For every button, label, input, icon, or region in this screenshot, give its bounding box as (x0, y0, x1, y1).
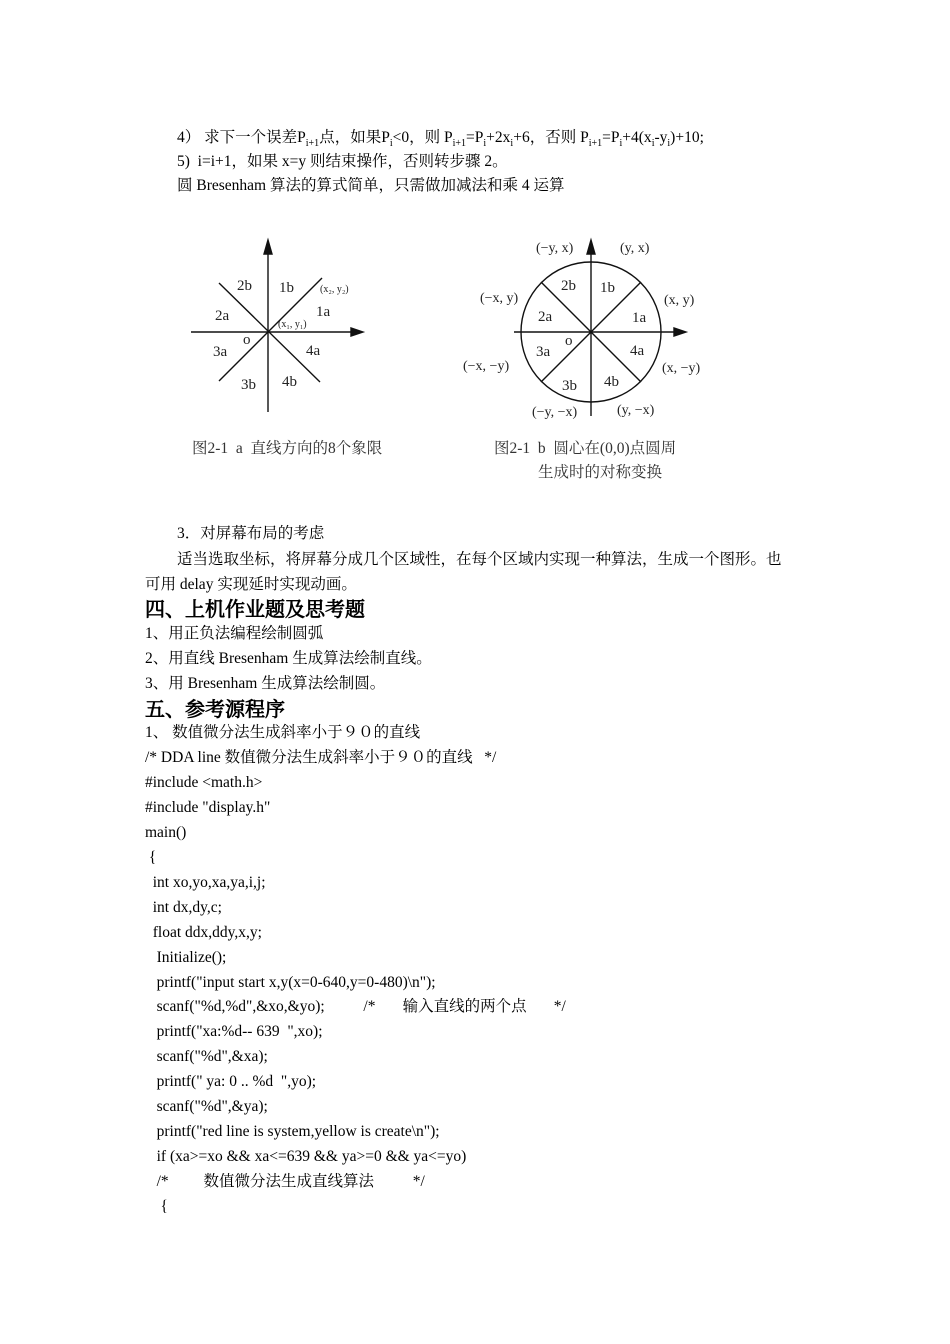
step-4-text: +2x (486, 129, 511, 146)
label-2a: 2a (538, 309, 553, 325)
label-2a: 2a (215, 308, 230, 324)
step-4-text: <0，则 P (392, 129, 453, 146)
subscript: i+1 (305, 138, 320, 150)
code-line: scanf("%d,%d",&xo,&yo); /* 输入直线的两个点 */ (145, 998, 566, 1015)
figure-b-caption-line2: 生成时的对称变换 (538, 464, 663, 481)
step-4 (177, 128, 704, 154)
subscript: i (510, 138, 514, 150)
label-neg-y-neg-x: (−y, −x) (532, 405, 578, 420)
section-3-para-line2: 可用 delay 实现延时实现动画。 (145, 576, 357, 593)
subscript: i (389, 138, 393, 150)
x-axis-arrow (351, 328, 363, 336)
section-5-item-1: 1、 数值微分法生成斜率小于９０的直线 (145, 724, 421, 741)
code-line: if (xa>=xo && xa<=639 && ya>=0 && ya<=yo) (145, 1148, 467, 1165)
figure-a-diagram (185, 236, 385, 416)
figure-b-caption-line1: 图2-1 b 圆心在(0,0)点圆周 (494, 440, 677, 457)
label-neg-x-neg-y: (−x, −y) (463, 359, 510, 374)
code-line: printf("xa:%d-- 639 ",xo); (145, 1023, 323, 1040)
subscript: i (667, 138, 671, 150)
step-4-text: +4(x (622, 129, 652, 146)
label-x-neg-y: (x, −y) (662, 361, 701, 376)
x-axis-arrow (674, 328, 686, 336)
figure-b-diagram (460, 236, 720, 426)
section-3-para-line1: 适当选取坐标，将屏幕分成几个区域性，在每个区域内实现一种算法，生成一个图形。也 (177, 551, 782, 568)
code-line: int dx,dy,c; (145, 899, 222, 916)
code-line: scanf("%d",&xa); (145, 1048, 268, 1065)
code-line: #include <math.h> (145, 774, 263, 791)
label-4b: 4b (282, 374, 297, 390)
origin-label: o (243, 332, 251, 348)
label-3b: 3b (241, 377, 256, 393)
label-y-x: (y, x) (620, 241, 650, 256)
section-4-item: 1、用正负法编程绘制圆弧 (145, 625, 324, 642)
summary-text: 圆 Bresenham 算法的算式简单，只需做加减法和乘 4 运算 (177, 177, 565, 194)
y-axis-arrow (264, 240, 272, 254)
code-line: main() (145, 824, 187, 841)
step-5: 5) i=i+1，如果 x=y 则结束操作，否则转步骤 2。 (177, 153, 508, 170)
y-axis-arrow (587, 240, 595, 254)
label-4a: 4a (306, 343, 321, 359)
subscript: i (483, 138, 487, 150)
label-1a: 1a (632, 310, 647, 326)
step-4-text: )+10; (670, 129, 704, 146)
label-3b: 3b (562, 378, 577, 394)
step-4-number: 4） (177, 129, 201, 146)
label-2b: 2b (237, 278, 252, 294)
code-line: { (145, 1198, 168, 1215)
figure-a-caption: 图2-1 a 直线方向的8个象限 (192, 440, 383, 457)
code-line: printf(" ya: 0 .. %d ",yo); (145, 1073, 317, 1090)
subscript: i (651, 138, 655, 150)
label-2b: 2b (561, 278, 576, 294)
step-4-text: -y (654, 129, 668, 146)
code-line: printf("input start x,y(x=0-640,y=0-480)\n"); (145, 974, 436, 991)
origin-label: o (565, 333, 573, 349)
subscript: i+1 (588, 138, 603, 150)
label-4b: 4b (604, 374, 619, 390)
step-4-text: 求下一个误差P (204, 129, 306, 146)
label-y-neg-x: (y, −x) (617, 403, 655, 418)
section-4-item: 2、用直线 Bresenham 生成算法绘制直线。 (145, 650, 432, 667)
label-1b: 1b (279, 280, 294, 296)
step-4-text: 点，如果P (319, 129, 390, 146)
code-line: scanf("%d",&ya); (145, 1098, 268, 1115)
label-3a: 3a (536, 344, 551, 360)
section-5-heading: 五、参考源程序 (145, 697, 285, 721)
section-3-title: 3．对屏幕布局的考虑 (177, 525, 325, 542)
label-4a: 4a (630, 343, 645, 359)
label-3a: 3a (213, 344, 228, 360)
label-1b: 1b (600, 280, 615, 296)
code-line: Initialize(); (145, 949, 227, 966)
section-4-item: 3、用 Bresenham 生成算法绘制圆。 (145, 675, 386, 692)
label-p2: (x₂, y₂) (320, 284, 349, 295)
label-x-y: (x, y) (664, 293, 695, 308)
step-4-text: =P (602, 129, 620, 146)
code-line: { (145, 849, 157, 866)
label-neg-y-x: (−y, x) (536, 241, 574, 256)
section-4-heading: 四、上机作业题及思考题 (145, 597, 365, 621)
step-4-text: =P (466, 129, 484, 146)
subscript: i (619, 138, 623, 150)
code-line: #include "display.h" (145, 799, 271, 816)
code-line: float ddx,ddy,x,y; (145, 924, 262, 941)
label-1a: 1a (316, 304, 331, 320)
code-line: int xo,yo,xa,ya,i,j; (145, 874, 266, 891)
step-4-text: +6，否则 P (513, 129, 589, 146)
code-line: printf("red line is system,yellow is create\n"); (145, 1123, 440, 1140)
code-line: /* DDA line 数值微分法生成斜率小于９０的直线 */ (145, 749, 497, 766)
subscript: i+1 (452, 138, 467, 150)
code-line: /* 数值微分法生成直线算法 */ (145, 1173, 425, 1190)
label-neg-x-y: (−x, y) (480, 291, 519, 306)
label-p1: (x₁, y₁) (278, 319, 307, 330)
